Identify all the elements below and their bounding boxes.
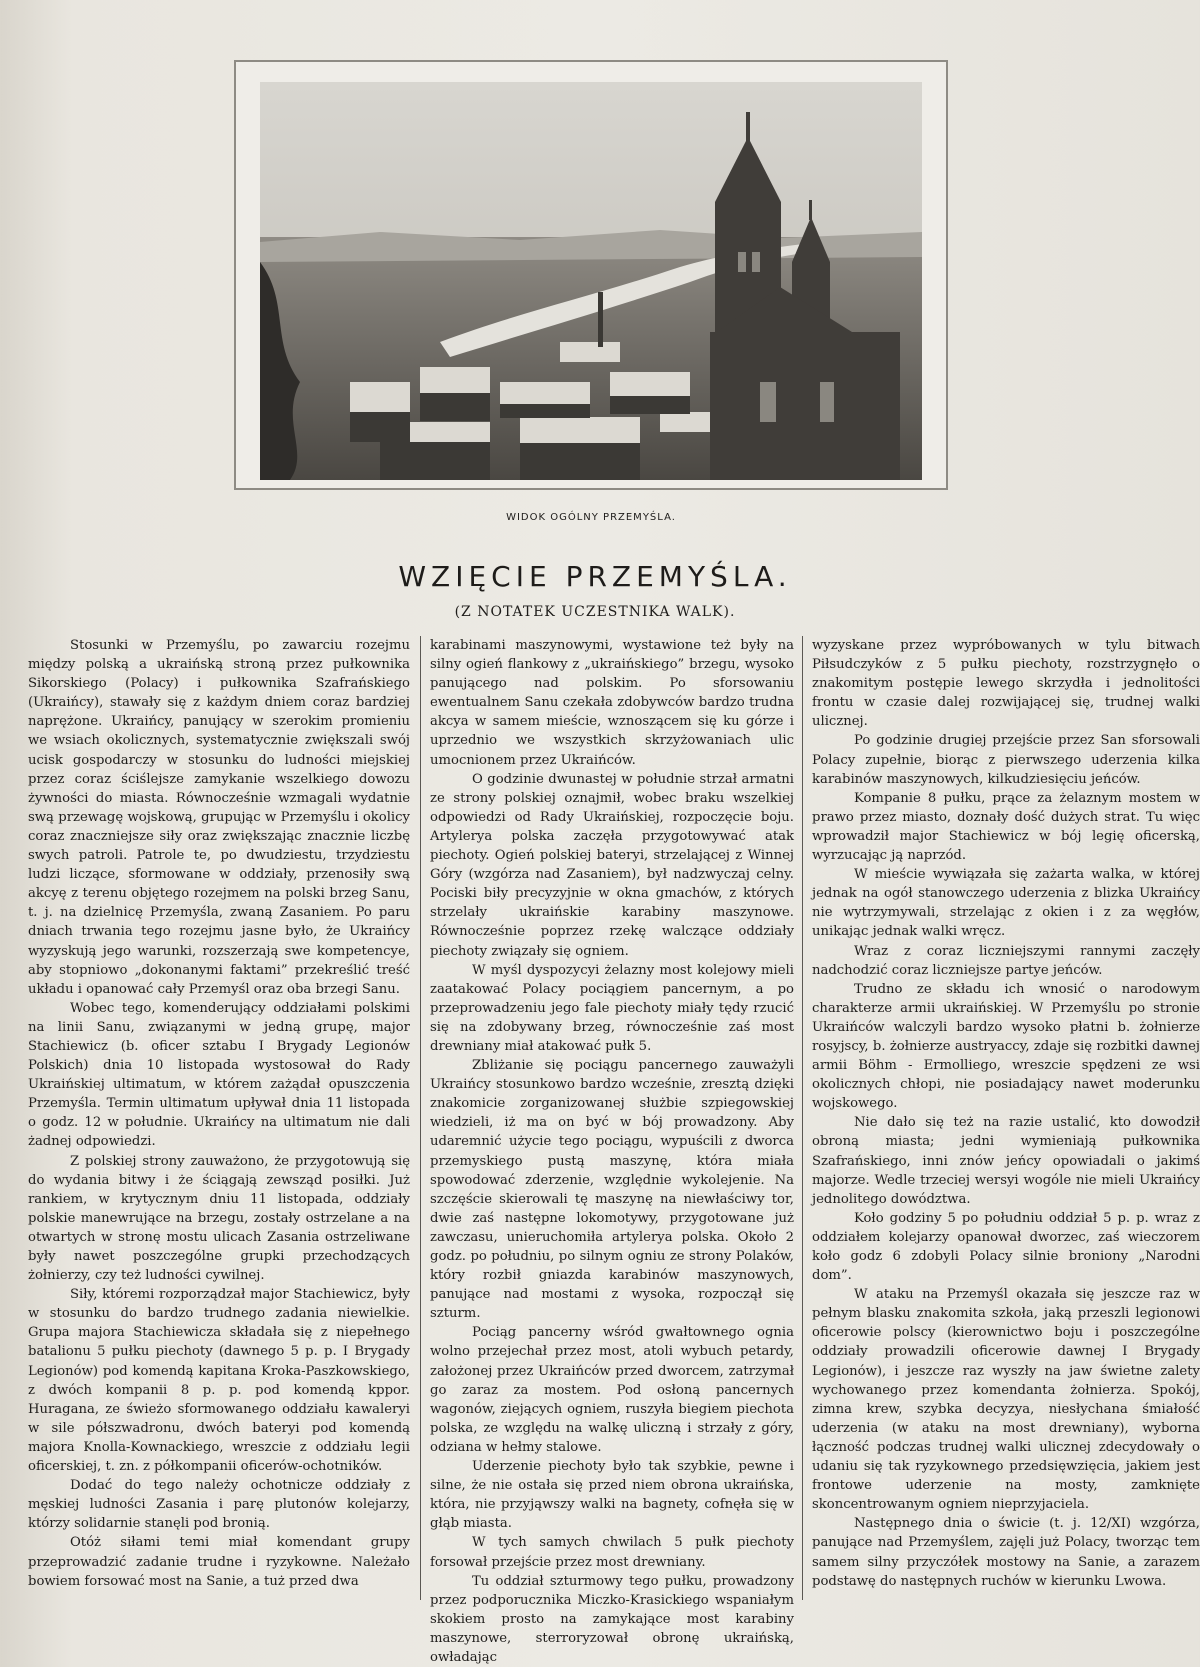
paragraph: W myśl dyspozycyi żelazny most kolejowy mieli zaatakować Polacy pociągiem pancernym, a po przeprowadzeniu jego fale piechoty miały tędy rzucić się na zdobywany brzeg, równocześnie zaś most drewniany miał atakować pułk 5. (430, 962, 794, 1054)
paragraph: Stosunki w Przemyślu, po zawarciu rozejmu między polską a ukraińską stroną przez pułkownika Sikorskiego (Polacy) i pułkownika Szafrańskiego (Ukraińcy), stawały się z każdym dniem coraz bardziej naprężone. Ukraińcy, panujący w szerokim promieniu we wsiach okolicznych, systematycznie zwiększali swój ucisk gospodarczy w stosunku do ludności miejskiej przez coraz ściślejsze zamykanie wszelkiego dowozu żywności do miasta. Równocześnie wzmagali wydatnie swą przewagę wojskową, grupując w Przemyślu i okolicy coraz znaczniejsze siły oraz zwiększając znacznie liczbę swych patroli. Patrole te, po dwudziestu, trzydziestu ludzi liczące, sformowane w oddziały, przenosiły swą akcyę z terenu objętego rozejmem na polski brzeg Sanu, t. j. na dzielnicę Przemyśla, zwaną Zasaniem. Po paru dniach trwania tego rozejmu jasne było, że Ukraińcy wyzyskują jego warunki, rozszerzają swe kompetencye, aby stopniowo „dokonanymi faktami” przekreślić treść układu i opanować cały Przemyśl oraz oba brzegi Sanu. (28, 638, 410, 997)
przemysl-panorama-photo (260, 82, 922, 480)
paragraph: Koło godziny 5 po południu oddział 5 p. p. wraz z oddziałem kolejarzy opanował dworzec, zaś wieczorem koło godz 6 zdobyli Polacy silnie broniony „Narodni dom”. (812, 1210, 1200, 1284)
paragraph: karabinami maszynowymi, wystawione też były na silny ogień flankowy z „ukraińskiego” brzegu, wysoko panującego nad polskim. Po sforsowaniu ewentualnem Sanu czekała zdobywców bardzo trudna akcya w samem mieście, wznoszącem się ku górze i uprzednio we wszystkich skrzyżowaniach ulic umocnionem przez Ukraińców. (430, 638, 794, 768)
paragraph: Pociąg pancerny wśród gwałtownego ognia wolno przejechał przez most, atoli wybuch petardy, założonej przez Ukraińców przed dworcem, zatrzymał go zaraz za mostem. Pod osłoną pancernych wagonów, ziejących ogniem, ruszyła biegiem piechota polska, ze względu na walkę uliczną i strzały z góry, odziana w hełmy stalowe. (430, 1325, 794, 1455)
paragraph: Trudno ze składu ich wnosić o narodowym charakterze armii ukraińskiej. W Przemyślu po stronie Ukraińców walczyli bardzo wysoko płatni b. żołnierze rosyjscy, b. żołnierze austryaccy, zdaje się rozbitki dawnej armii Böhm - Ermolliego, wreszcie spędzeni ze wsi okolicznych chłopi, nie posiadający nawet moderunku wojskowego. (812, 981, 1200, 1112)
paragraph: Siły, któremi rozporządzał major Stachiewicz, były w stosunku do bardzo trudnego zadania niewielkie. Grupa majora Stachiewicza składała się z niepełnego batalionu 5 pułku piechoty (dawnego 5 p. p. I Brygady Legionów) pod komendą kapitana Kroka-Paszkowskiego, z dwóch kompanii 8 p. p. pod komendą kppor. Huragana, ze świeżo sformowanego oddziału kawaleryi w sile półszwadronu, dwóch bateryi pod komendą majora Knolla-Kownackiego, wreszcie z oddziału legii oficerskiej, t. zn. z półkompanii oficerów-ochotników. (28, 1287, 410, 1475)
paragraph: Uderzenie piechoty było tak szybkie, pewne i silne, że nie ostała się przed niem obrona ukraińska, która, nie przyjąwszy walki na bagnety, cofnęła się w głąb miasta. (430, 1459, 794, 1532)
paragraph: Wobec tego, komenderujący oddziałami polskimi na linii Sanu, związanymi w jedną grupę, major Stachiewicz (b. oficer sztabu I Brygady Legionów Polskich) dnia 10 listopada wystosował do Rady Ukraińskiej ultimatum, w którem zażądał opuszczenia Przemyśla. Termin ultimatum upływał dnia 11 listopada o godz. 12 w południe. Ukraińcy na ultimatum nie dali żadnej odpowiedzi. (28, 1000, 410, 1150)
paragraph: Otóż siłami temi miał komendant grupy przeprowadzić zadanie trudne i ryzykowne. Należało bowiem forsować most na Sanie, a tuż przed dwa (28, 1535, 410, 1589)
article-column-1 (28, 636, 410, 1600)
article-body (28, 636, 1200, 1665)
paragraph: Następnego dnia o świcie (t. j. 12/XI) wzgórza, panujące nad Przemyślem, zajęli już Polacy, tworząc tem samem silny przyczółek mostowy na Sanie, a zarazem podstawę do następnych ruchów w kierunku Lwowa. (812, 1516, 1200, 1589)
paragraph: W mieście wywiązała się zażarta walka, w której jednak na ogół stanowczego uderzenia z blizka Ukraińcy nie wytrzymywali, strzelając z okien i z za węgłów, unikając jednak walki wręcz. (812, 867, 1200, 940)
photo-frame (234, 60, 948, 490)
paragraph: W tych samych chwilach 5 pułk piechoty forsował przejście przez most drewniany. (430, 1535, 794, 1570)
paragraph: Nie dało się też na razie ustalić, kto dowodził obroną miasta; jedni wymieniają pułkownika Szafrańskiego, inni znów jeńcy opowiadali o jakimś majorze. Wedle trzeciej wersyi wogóle nie mieli Ukraińcy jednolitego dowództwa. (812, 1115, 1200, 1207)
paragraph: Po godzinie drugiej przejście przez San sforsowali Polacy zupełnie, biorąc z pierwszego uderzenia kilka karabinów maszynowych, kilkudziesięciu jeńców. (812, 733, 1200, 787)
paragraph: O godzinie dwunastej w południe strzał armatni ze strony polskiej oznajmił, wobec braku wszelkiej odpowiedzi od Rady Ukraińskiej, rozpoczęcie boju. Artylerya polska zaczęła przygotowywać atak piechoty. Ogień polskiej bateryi, strzelającej z Winnej Góry (wzgórza nad Zasaniem), był nadzwyczaj celny. Pociski biły precyzyjnie w okna gmachów, z których strzelały ukraińskie karabiny maszynowe. Równocześnie poprzez rzekę walczące oddziały piechoty związały się ogniem. (430, 771, 794, 959)
article-title: WZIĘCIE PRZEMYŚLA. (398, 560, 792, 593)
paragraph: Tu oddział szturmowy tego pułku, prowadzony przez podporucznika Miczko-Krasickiego wspaniałym skokiem prosto na zamykające most karabiny maszynowe, sterroryzował obronę ukraińską, owładając (430, 1573, 794, 1665)
paragraph: W ataku na Przemyśl okazała się jeszcze raz w pełnym blasku znakomita szkoła, jaką przeszli legionowi oficerowie polscy (kierownictwo boju i poszczególne oddziały prowadzili oficerowie dawnej I Brygady Legionów), i jeszcze raz wyszły na jaw świetne zalety wychowanego przez komendanta żołnierza. Spokój, zimna krew, szybka decyzya, niesłychana śmiałość uderzenia (w ataku na most drewniany), wyborna łączność podczas trudnej walki ulicznej zdecydowały o udaniu się tak ryzykownego przedsięwzięcia, jakiem jest frontowe uderzenie na mosty, zamknięte skoncentrowanym ogniem nieprzyjaciela. (812, 1287, 1200, 1513)
paragraph: Zbliżanie się pociągu pancernego zauważyli Ukraińcy stosunkowo bardzo wcześnie, zresztą dzięki znakomicie zorganizowanej służbie szpiegowskiej wiedzieli, iż ma on być w bój prowadzony. Aby udaremnić użycie tego pociągu, wypuścili z dworca przemyskiego pustą maszynę, która miała spowodować zderzenie, względnie wykolejenie. Na szczęście skierowali tę maszynę na niewłaściwy tor, dwie zaś następne lokomotywy, przygotowane już zawczasu, unieruchomiła artylerya polska. Około 2 godz. po południu, po silnym ogniu ze strony Polaków, który rozbił gniazda karabinów maszynowych, panujące nad mostami z wysoka, rozpoczął się szturm. (430, 1058, 794, 1322)
article-column-3 (812, 636, 1200, 1600)
article-subtitle: (Z NOTATEK UCZESTNIKA WALK). (454, 604, 736, 620)
paragraph: Kompanie 8 pułku, prące za żelaznym mostem w prawo przez miasto, doznały dość dużych strat. Tu więc wprowadził major Stachiewicz w bój legię oficerską, wyrzucając ją naprzód. (812, 790, 1200, 864)
paragraph: Z polskiej strony zauważono, że przygotowują się do wydania bitwy i że ściągają zewsząd posiłki. Już rankiem, w krytycznym dniu 11 listopada, oddziały polskie manewrujące na brzegu, zostały ostrzelane a na otwartych w stronę mostu ulicach Zasania ostrzeliwane były nawet poszczególne grupki przechodzących żołnierzy, czy też ludności cywilnej. (28, 1153, 410, 1284)
photo-caption: WIDOK OGÓLNY PRZEMYŚLA. (506, 512, 676, 523)
paragraph: Wraz z coraz liczniejszymi rannymi zaczęły nadchodzić coraz liczniejsze partye jeńców. (812, 943, 1200, 978)
paragraph: Dodać do tego należy ochotnicze oddziały z męskiej ludności Zasania i parę plutonów kolejarzy, którzy solidarnie stanęli pod bronią. (28, 1478, 410, 1532)
article-column-2 (430, 636, 794, 1665)
paragraph: wyzyskane przez wypróbowanych w tylu bitwach Piłsudczyków z 5 pułku piechoty, rozstrzygnęło o znakomitym postępie lewego skrzydła i jednolitości frontu w czasie dalej rozwijającej się, trudnej walki ulicznej. (812, 638, 1200, 730)
